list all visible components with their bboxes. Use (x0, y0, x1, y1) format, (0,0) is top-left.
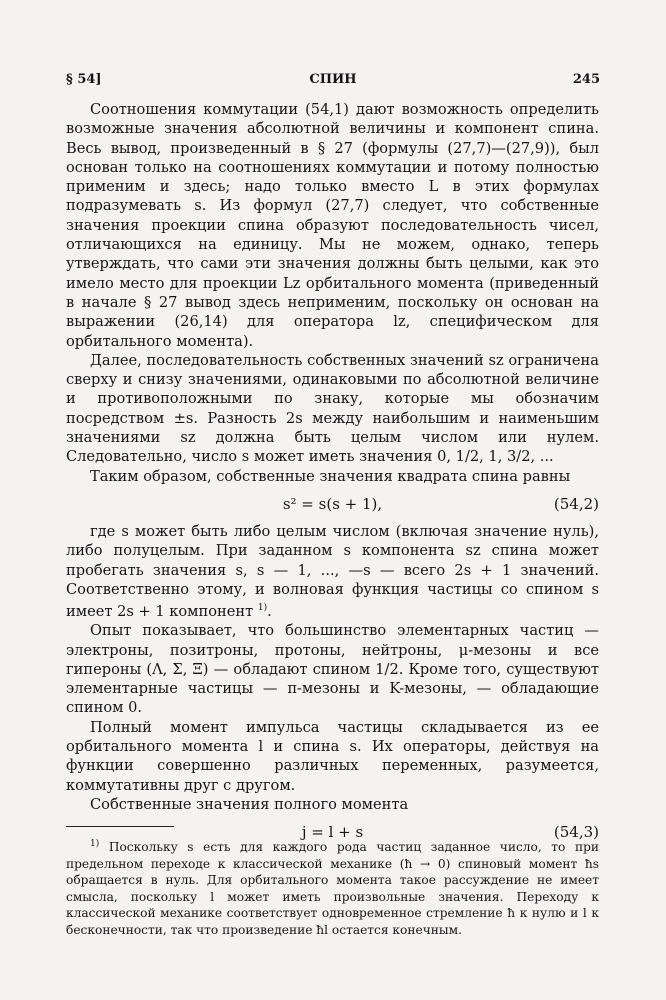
equation-number: (54,2) (553, 494, 599, 513)
paragraph-4: где s может быть либо целым числом (включая значение нуль), либо полуцелым. При заданном s компонента sz спина может пробегать значения s, s — 1, ..., —s — всего 2s + 1 значений. Соответственно этому, и волновая функция частицы со спином s имеет 2s + 1 компонент $^{1)}$. (66, 522, 599, 620)
paragraph-3: Таким образом, собственные значения квадрата спина равны (90, 467, 571, 485)
paragraph-4-text: где s может быть либо целым числом (включая значение нуль), либо полуцелым. При заданном s компонента sz спина может пробегать значения s, s — 1, ..., —s — всего 2s + 1 значений. Соответственно этому, и волновая функция частицы со спином s имеет 2s + 1 компонент (66, 522, 599, 620)
footnote-ref: 1) (257, 603, 268, 614)
paragraph-2: Далее, последовательность собственных значений sz ограничена сверху и снизу значениями, одинаковыми по абсолютной величине и противоположными по знаку, которые мы обозначим посредством ±s. Разность 2s между наибольшим и наименьшим значениями sz должна быть целым числом или нулем. Следовательно, число s может иметь значения 0, 1/2, 1, 3/2, ... (66, 351, 599, 466)
equation-54-2 (66, 486, 599, 522)
equation-number: (54,3) (553, 823, 599, 842)
paragraph-1: Соотношения коммутации (54,1) дают возможность определить возможные значения абсолютной величины и компонент спина. Весь вывод, произведенный в § 27 (формулы (27,7)—(27,9)), был основан только на соотношениях коммутации и потому полностью применим и здесь; надо только вместо L в этих формулах подразумевать s. Из формул (27,7) следует, что собственные значения проекции спина образуют последовательность чисел, отличающихся на единицу. Мы не можем, однако, теперь утверждать, что сами эти значения должны быть целыми, как это имело место для проекции Lz орбитального момента (приведенный в начале § 27 вывод здесь неприменим, поскольку он основан на выражении (26,14) для оператора lz, специфическом для орбитального момента). (66, 101, 599, 350)
footnote-mark: 1) (90, 839, 100, 849)
paragraph-7: Собственные значения полного момента (90, 795, 409, 813)
main-text (66, 100, 599, 850)
footnote-divider (66, 826, 174, 827)
paragraph-6: Полный момент импульса частицы складывается из ее орбитального момента l и спина s. Их операторы, действуя на функции совершенно различных переменных, разумеется, коммутативны друг с другом. (66, 718, 599, 794)
paragraph-5: Опыт показывает, что большинство элементарных частиц — электроны, позитроны, протоны, нейтроны, μ-мезоны и все гипероны (Λ, Σ, Ξ) — обладают спином 1/2. Кроме того, существуют элементарные частицы — π-мезоны и K-мезоны, — обладающие спином 0. (66, 622, 599, 717)
equation-formula: j = l + s (301, 823, 364, 842)
running-head-title: СПИН (309, 72, 357, 87)
running-head-section: § 54] (66, 72, 102, 87)
equation-formula: s² = s(s + 1), (282, 494, 383, 513)
page-number: 245 (572, 72, 600, 87)
footnote (66, 836, 599, 938)
footnote-text: Поскольку s есть для каждого рода частиц заданное число, то при предельном переходе к классической механике (ħ → 0) спиновый момент ħs обращается в нуль. Для орбитального момента такое рассуждение не имеет смысла, поскольку l может иметь произвольные значения. Переходу к классической механике соответствует одновременное стремление ħ к нулю и l к бесконечности, так что произведение ħl остается конечным. (66, 840, 600, 937)
